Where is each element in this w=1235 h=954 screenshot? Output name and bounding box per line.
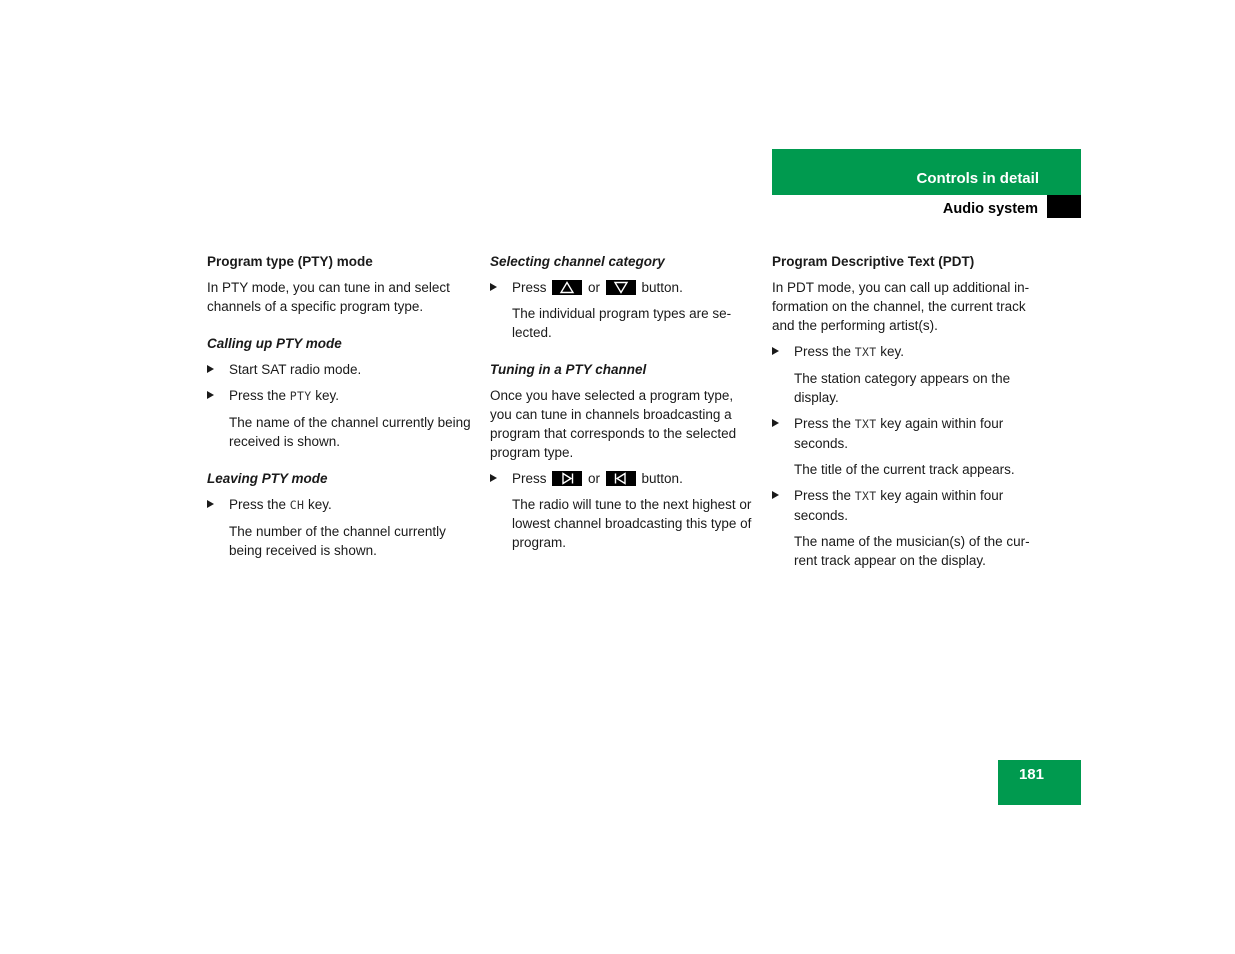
step-result: The individual program types are se-lected.: [512, 306, 732, 340]
step-result: The station category appears on the display.: [794, 371, 1011, 405]
step-arrow-icon: [490, 283, 497, 291]
step-arrow-icon: [207, 500, 214, 508]
instruction-step: Press the PTY key.: [207, 386, 475, 406]
skip-forward-button-icon: [552, 471, 582, 486]
pty-mode-heading: Program type (PTY) mode: [207, 254, 373, 269]
instruction-step: Press or button.: [490, 469, 758, 488]
instruction-step: Press the TXT key again within four seconds.: [772, 486, 1040, 525]
tuning-intro: Once you have selected a program type, you can tune in channels broadcasting a program that corresponds to the selected program type.: [490, 388, 737, 460]
pdt-intro: In PDT mode, you can call up additional in-formation on the channel, the current track and the performing artist(s).: [772, 280, 1030, 333]
down-triangle-button-icon: [606, 280, 636, 295]
step-arrow-icon: [207, 365, 214, 373]
pty-mode-intro: In PTY mode, you can tune in and select channels of a specific program type.: [207, 280, 450, 314]
subsection-marker: [1047, 195, 1081, 218]
instruction-step: Press or button.: [490, 278, 758, 297]
pdt-heading: Program Descriptive Text (PDT): [772, 254, 975, 269]
column-pdt: [772, 252, 1040, 577]
step-arrow-icon: [772, 347, 779, 355]
step-result: The number of the channel currently being received is shown.: [229, 524, 446, 558]
leaving-heading: Leaving PTY mode: [207, 471, 328, 486]
txt-key-label: TXT: [854, 489, 877, 503]
column-channel-category: [490, 252, 758, 559]
step-result: The name of the channel currently being received is shown.: [229, 415, 471, 449]
step-arrow-icon: [772, 419, 779, 427]
pty-key-label: PTY: [289, 389, 312, 403]
page-number: 181: [1018, 766, 1044, 783]
instruction-step: Press the CH key.: [207, 495, 475, 515]
step-arrow-icon: [207, 391, 214, 399]
step-result: The title of the current track appears.: [794, 462, 1015, 477]
up-triangle-button-icon: [552, 280, 582, 295]
section-title: Controls in detail: [916, 170, 1039, 187]
step-result: The name of the musician(s) of the cur-rent track appear on the display.: [794, 534, 1030, 568]
selecting-category-heading: Selecting channel category: [490, 254, 665, 269]
page-number-box: [998, 760, 1081, 805]
instruction-step: Press the TXT key.: [772, 342, 1040, 362]
step-result: The radio will tune to the next highest or lowest channel broadcasting this type of program.: [512, 497, 752, 550]
txt-key-label: TXT: [854, 417, 877, 431]
section-header-bar: [772, 149, 1081, 195]
subsection-title: Audio system: [942, 201, 1038, 217]
step-arrow-icon: [772, 491, 779, 499]
tuning-heading: Tuning in a PTY channel: [490, 362, 647, 377]
txt-key-label: TXT: [854, 345, 877, 359]
step-arrow-icon: [490, 474, 497, 482]
calling-up-heading: Calling up PTY mode: [207, 336, 342, 351]
skip-back-button-icon: [606, 471, 636, 486]
instruction-step: Press the TXT key again within four seconds.: [772, 414, 1040, 453]
instruction-step: Start SAT radio mode.: [207, 360, 475, 379]
ch-key-label: CH: [289, 498, 305, 512]
column-pty-mode: [207, 252, 475, 567]
